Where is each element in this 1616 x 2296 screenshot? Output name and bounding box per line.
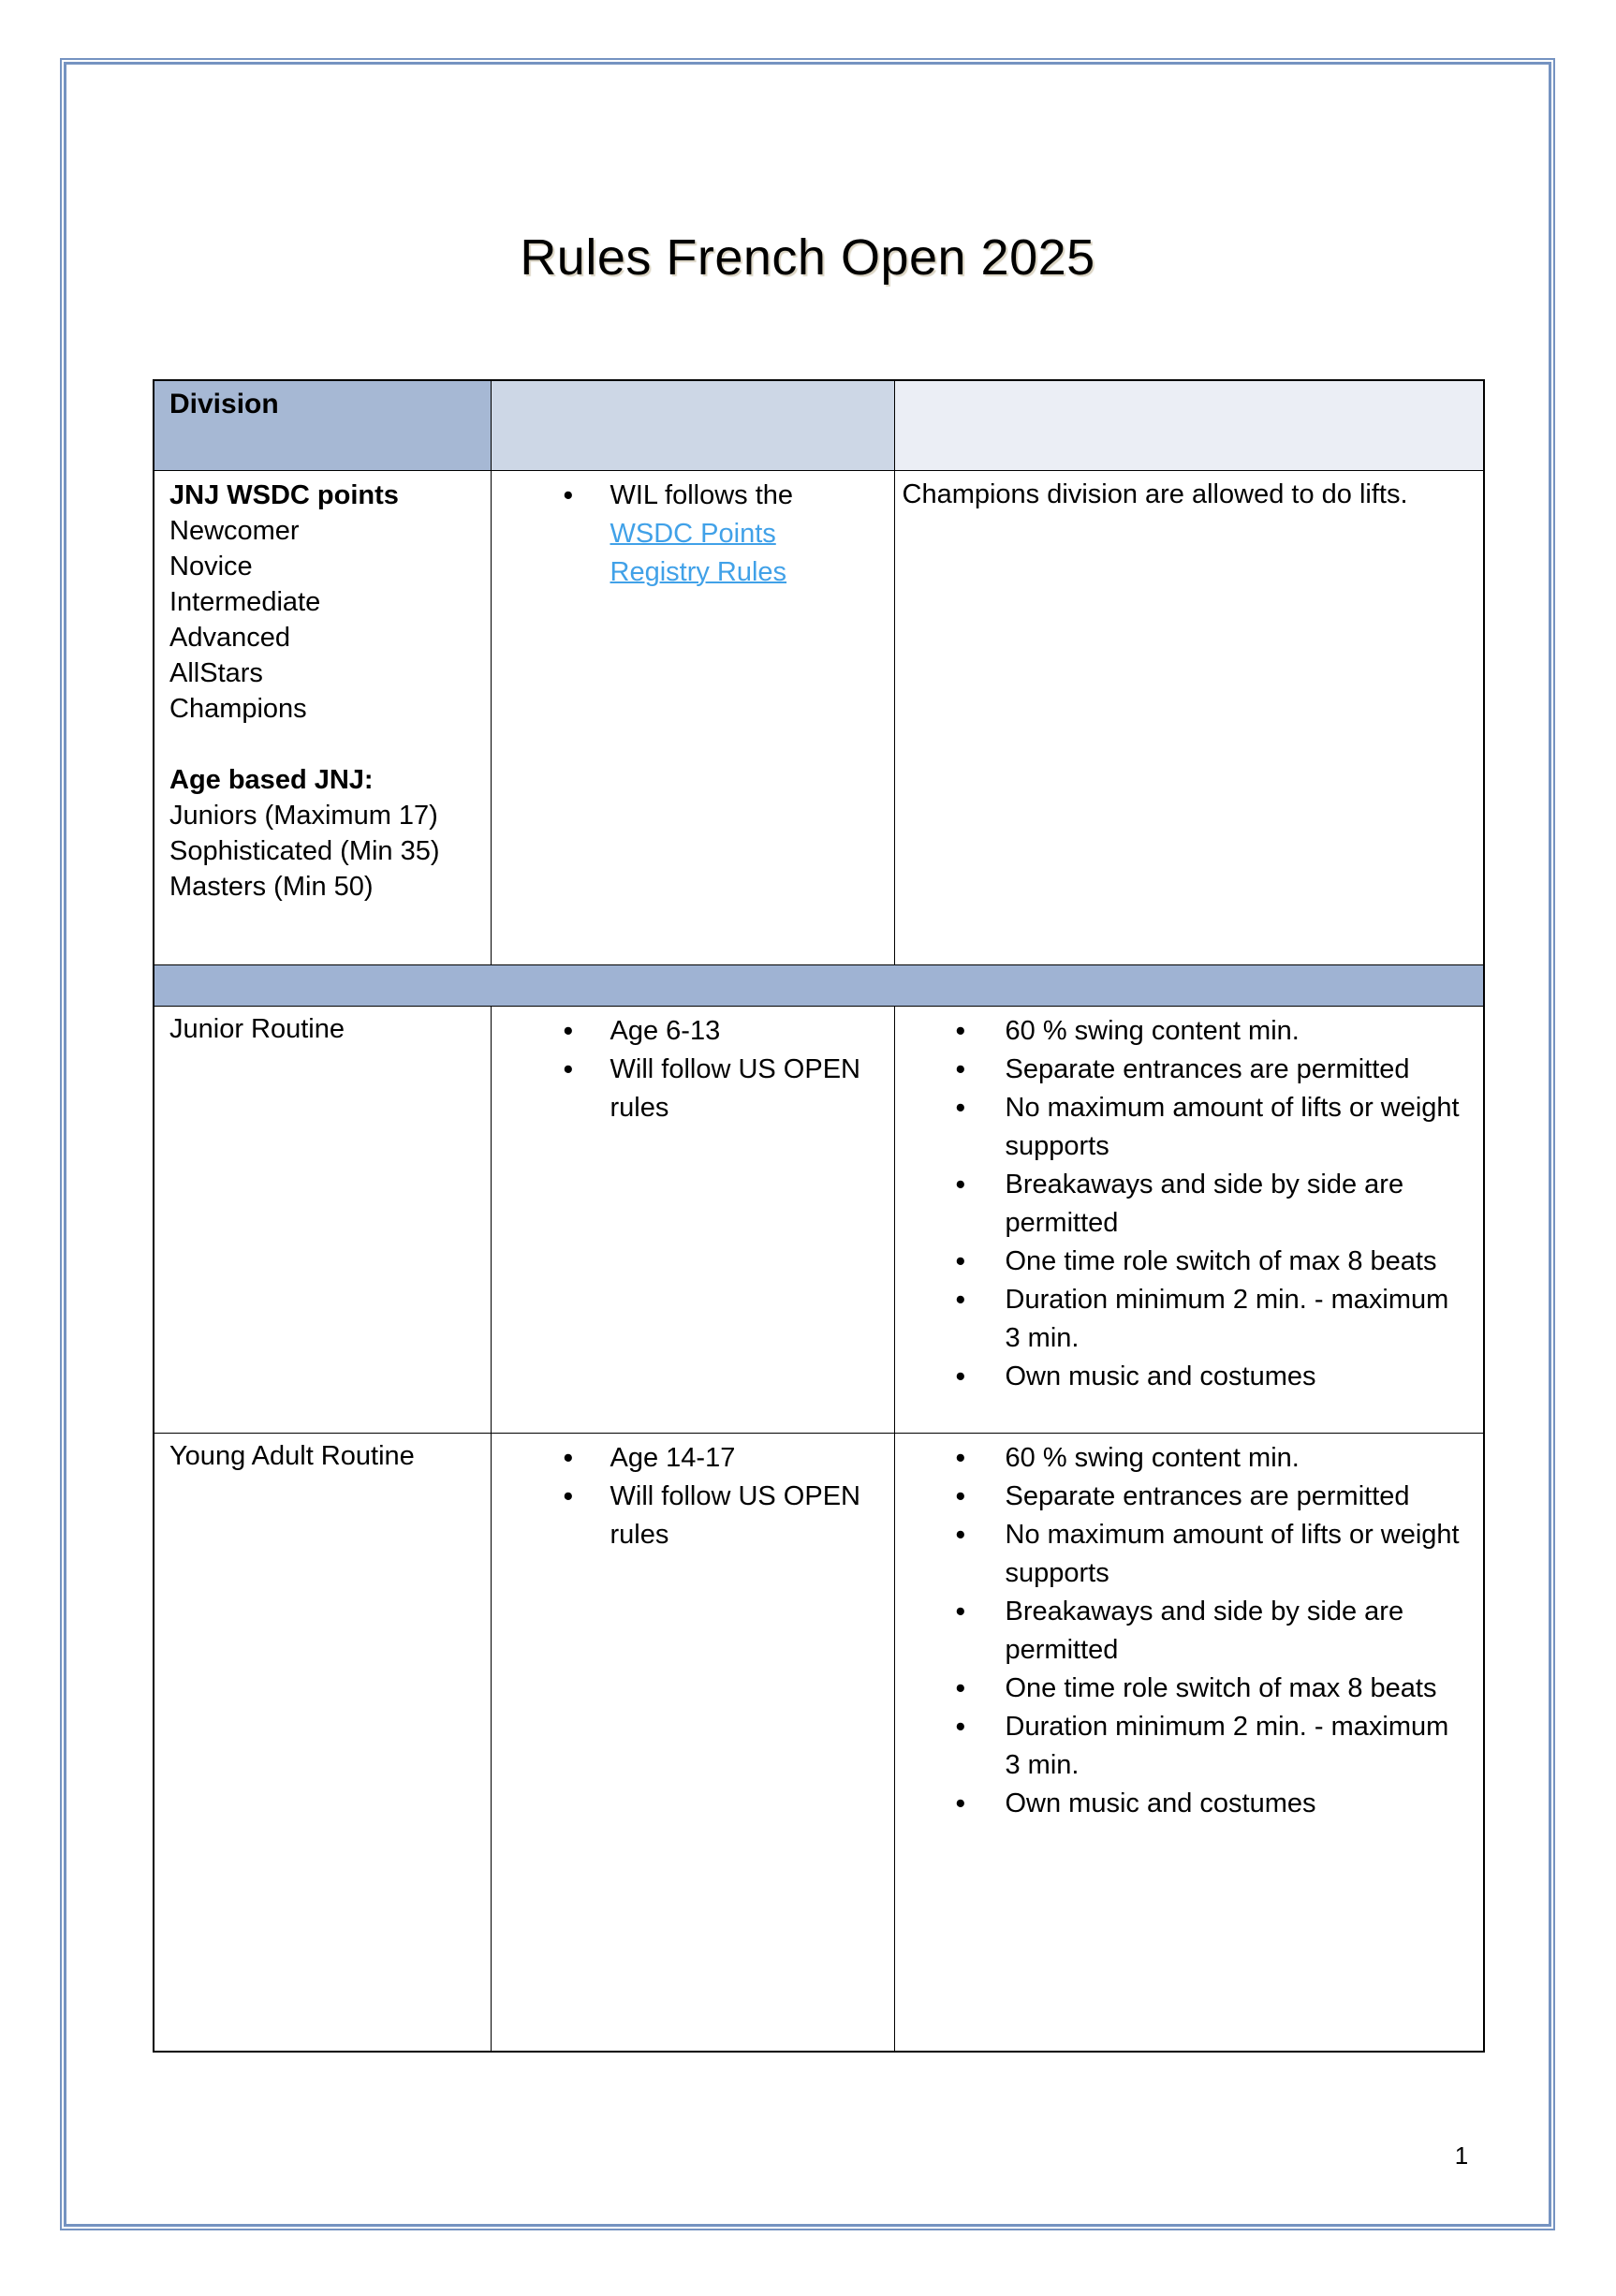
page-border-frame (60, 58, 1555, 2230)
bullet-item (492, 477, 894, 592)
age-division-list (169, 798, 483, 905)
link-line[interactable]: Registry Rules (610, 557, 787, 587)
header-cell-division (154, 380, 491, 471)
header-cell-2 (491, 380, 894, 471)
division-label: Junior Routine (169, 1014, 345, 1044)
link-line[interactable]: WSDC Points (610, 519, 776, 549)
bullet-item: • Own music and costumes (895, 1785, 1484, 1823)
blank-line (169, 727, 483, 762)
bullet-item: • One time role switch of max 8 beats (895, 1243, 1484, 1281)
cell-rules-jnj (491, 471, 894, 965)
division-label: Young Adult Routine (169, 1441, 415, 1471)
division-item: Champions (169, 694, 307, 724)
notes-list (895, 1439, 1484, 1823)
header-cell-3 (894, 380, 1484, 471)
wsdc-points-registry-rules-link[interactable] (610, 515, 883, 592)
group-title-jnj-wsdc: JNJ WSDC points (169, 480, 399, 510)
note-text: Champions division are allowed to do lifts. (902, 479, 1408, 509)
bullet-item: • Age 14-17 (492, 1439, 894, 1478)
cell-notes-jnj (894, 471, 1484, 965)
table-header-row (154, 380, 1484, 471)
division-item: Newcomer (169, 516, 300, 546)
bullet-item: • Duration minimum 2 min. - maximum 3 min. (895, 1708, 1484, 1785)
notes-list (895, 1012, 1484, 1396)
division-content (154, 471, 491, 905)
bullet-item: • Age 6-13 (492, 1012, 894, 1051)
rules-list (492, 1012, 894, 1127)
rule-text: • WIL follows the (610, 480, 794, 510)
division-item: Masters (Min 50) (169, 872, 374, 902)
cell-division-junior (154, 1007, 491, 1434)
cell-rules-junior (491, 1007, 894, 1434)
page (64, 62, 1551, 2227)
section-separator-row (154, 965, 1484, 1007)
row-jnj-wsdc (154, 471, 1484, 965)
bullet-item: • One time role switch of max 8 beats (895, 1670, 1484, 1708)
division-item: Juniors (Maximum 17) (169, 801, 438, 831)
rules-list (492, 477, 894, 592)
bullet-item: • Separate entrances are permitted (895, 1051, 1484, 1089)
bullet-item: • Will follow US OPEN rules (492, 1051, 894, 1127)
bullet-item: • 60 % swing content min. (895, 1012, 1484, 1051)
rules-table (153, 379, 1485, 2053)
division-item: Intermediate (169, 587, 321, 617)
cell-notes-young-adult (894, 1434, 1484, 2053)
division-item: Novice (169, 552, 253, 581)
row-young-adult-routine (154, 1434, 1484, 2053)
document-title: Rules French Open 2025 (520, 229, 1095, 286)
row-junior-routine (154, 1007, 1484, 1434)
division-item: AllStars (169, 658, 263, 688)
bullet-item: • Own music and costumes (895, 1358, 1484, 1396)
jnj-division-list (169, 513, 483, 727)
bullet-item: • No maximum amount of lifts or weight supports (895, 1089, 1484, 1166)
bullet-item: • Breakaways and side by side are permitted (895, 1166, 1484, 1243)
header-label-division: Division (169, 389, 279, 419)
bullet-item: • Duration minimum 2 min. - maximum 3 min. (895, 1281, 1484, 1358)
division-item: Sophisticated (Min 35) (169, 836, 440, 866)
bullet-item: • 60 % swing content min. (895, 1439, 1484, 1478)
page-number: 1 (1454, 2141, 1469, 2170)
cell-division-young-adult (154, 1434, 491, 2053)
bullet-item: • Will follow US OPEN rules (492, 1478, 894, 1554)
rules-list (492, 1439, 894, 1554)
section-separator (154, 965, 1484, 1007)
group-title-age-based: Age based JNJ: (169, 765, 374, 795)
cell-rules-young-adult (491, 1434, 894, 2053)
bullet-item: • No maximum amount of lifts or weight supports (895, 1516, 1484, 1593)
bullet-item: • Separate entrances are permitted (895, 1478, 1484, 1516)
bullet-item: • Breakaways and side by side are permitted (895, 1593, 1484, 1670)
cell-notes-junior (894, 1007, 1484, 1434)
division-item: Advanced (169, 623, 290, 653)
cell-division-jnj (154, 471, 491, 965)
